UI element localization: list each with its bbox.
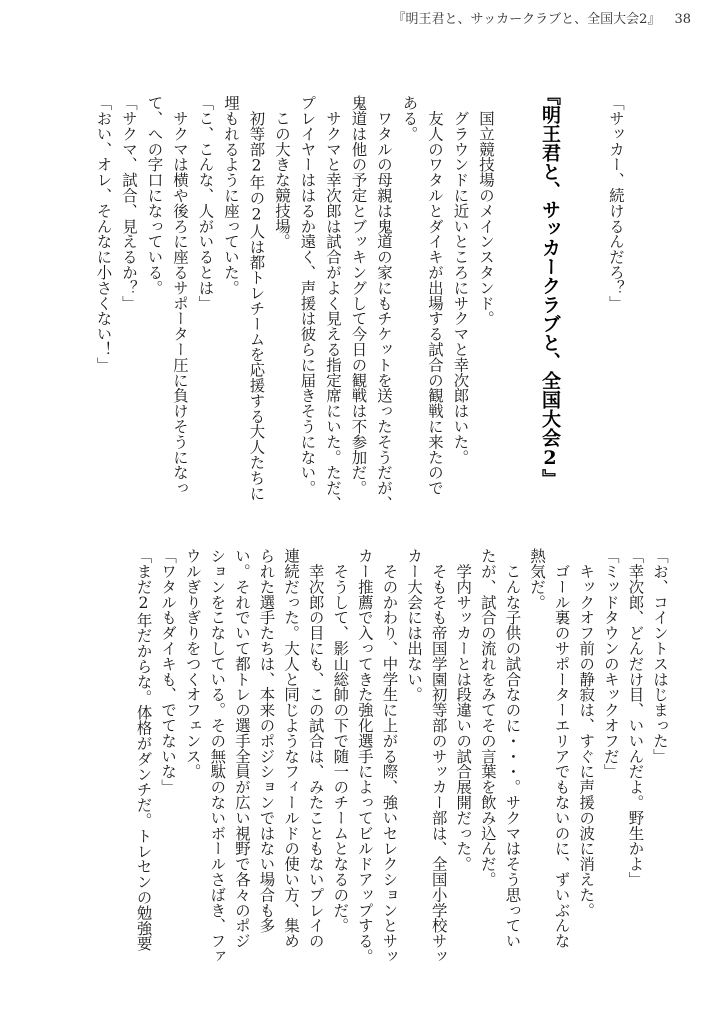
text-line: 国立競技場のメインスタンド。 — [477, 95, 495, 326]
text-line: カー推薦で入ってきた強化選手によってビルドアップする。 — [355, 548, 374, 964]
text-line: この大きな競技場。 — [273, 95, 291, 249]
text-line: そのかわり、中学生に上がる際、強いセレクションとサッ — [380, 548, 399, 964]
text-line: 熱気だ。 — [528, 548, 547, 610]
text-line: 「幸次郎、どんだけ目、いいんだよ。野生かよ」 — [626, 548, 645, 887]
running-header — [392, 8, 691, 27]
text-line: 「まだ2年だからな。体格がダンチだ。トレセンの勉強要 — [134, 548, 153, 951]
text-line: ウルぎりぎりをつくオフェンス。 — [183, 548, 202, 779]
chapter-title: 『明王君と、サッカークラブと、全国大会2』 — [539, 86, 561, 488]
opening-dialogue-line: 「サッカー、続けるんだろ？」 — [607, 95, 625, 311]
page-number: 38 — [674, 12, 691, 27]
text-line: 「ワタルもダイキも、でてないな」 — [159, 548, 178, 795]
text-line: 「お、コイントスはじまった」 — [651, 548, 669, 764]
running-title: 『明王君と、サッカークラブと、全国大会2』 — [392, 12, 661, 27]
upper-text-block — [90, 95, 498, 511]
text-line: カー大会には出ない。 — [405, 548, 424, 702]
text-line: い。それでいて都トレの選手全員が広い視野で各々のポジ — [232, 548, 251, 949]
text-line: こんな子供の試合なのに・・・。サクマはそう思ってい — [503, 548, 522, 949]
text-line: ワタルの母親は鬼道の家にもチケットを送ったそうだが、 — [375, 95, 393, 511]
text-line: 学内サッカーとは段違いの試合展開だった。 — [454, 548, 473, 872]
text-line: 「おい、オレ、そんなに小さくない！」 — [94, 95, 113, 373]
text-line: キックオフ前の静寂は、すぐに声援の波に消えた。 — [577, 548, 596, 918]
text-line: 「こ、こんな、人がいるとは」 — [196, 95, 215, 311]
text-line: サクマは横や後ろに座るサポーター圧に負けそうになっ — [171, 95, 189, 496]
text-line: サクマと幸次郎は試合がよく見える指定席にいた。ただ、 — [324, 95, 342, 511]
text-line: たが、試合の流れをみてその言葉を飲み込んだ。 — [478, 548, 497, 887]
text-line: ゴール裏のサポーターエリアでもないのに、ずいぶんな — [552, 548, 571, 949]
text-line: 幸次郎の目にも、この試合は、みたこともないプレイの — [306, 548, 325, 949]
text-line: グラウンドに近いところにサクマと幸次郎はいた。 — [451, 95, 470, 465]
text-line: ションをこなしている。その無駄のないボールさばき、ファ — [208, 548, 227, 964]
lower-text-block — [131, 548, 672, 968]
text-line: そもそも帝国学園初等部のサッカー部は、全国小学校サッ — [429, 548, 448, 964]
text-line: て、への字口になっている。 — [145, 95, 164, 296]
text-line: プレイヤーははるか遠く、声援は彼らに届きそうにない。 — [298, 95, 317, 496]
text-line: ある。 — [400, 95, 419, 142]
text-line: 友人のワタルとダイキが出場する試合の観戦に来たので — [426, 95, 444, 496]
text-line: 埋もれるように座っていた。 — [222, 95, 240, 296]
text-line: 鬼道は他の予定とブッキングして今日の観戦は不参加だ。 — [349, 95, 368, 496]
text-line: 初等部2年の2人は都トレチームを応援する大人たちに — [247, 95, 266, 501]
text-line: 「ミッドタウンのキックオフだ」 — [601, 548, 620, 779]
text-line: られた選手たちは、本来のポジションではない場合も多 — [257, 548, 276, 933]
text-line: 「サクマ、試合、見えるか？」 — [120, 95, 138, 311]
text-line: 連続だった。大人と同じようなフィールドの使い方、集め — [282, 548, 301, 949]
text-line: そうして、影山総帥の下で随一のチームとなるのだ。 — [331, 548, 350, 933]
